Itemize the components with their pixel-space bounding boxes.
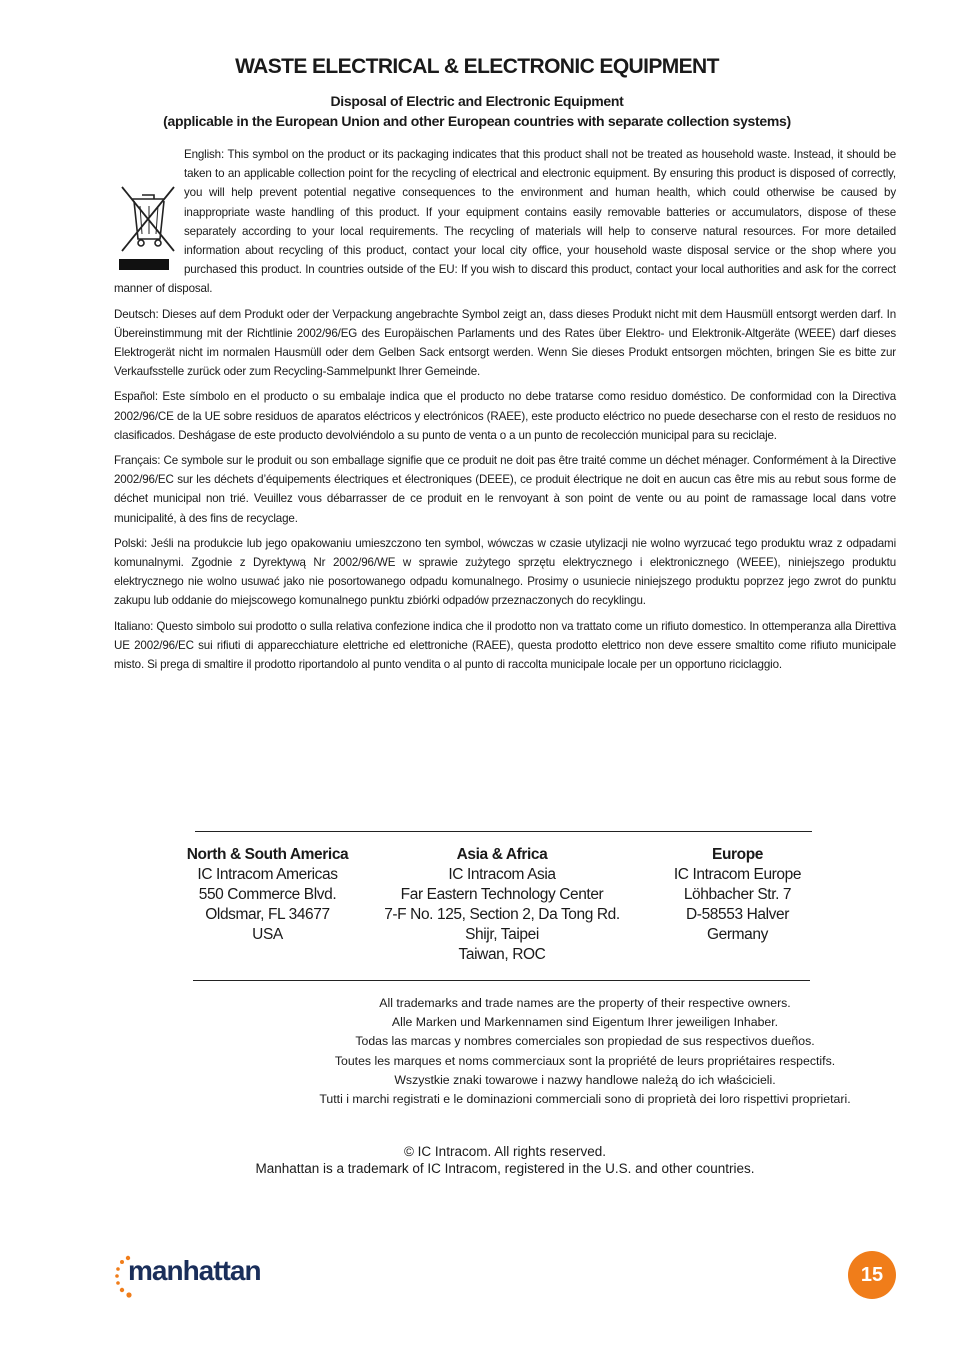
region-title: Europe bbox=[712, 846, 763, 863]
trademark-line: Wszystkie znaki towarowe i nazwy handlowe należą do ich właścicieli. bbox=[394, 1072, 776, 1087]
logo-wordmark: manhattan bbox=[128, 1255, 261, 1286]
trademarks-notice bbox=[180, 994, 954, 1109]
divider-bottom bbox=[193, 980, 810, 981]
address-line: 7-F No. 125, Section 2, Da Tong Rd. bbox=[384, 906, 620, 923]
contact-americas bbox=[170, 845, 365, 945]
paragraph-espanol: Español: Este símbolo en el producto o su embalaje indica que el producto no debe tratarse como residuo doméstico. De conformidad con la Directiva 2002/96/CE de la UE sobre residuos de aparatos eléctricos y electrónicos (RAEE), este producto eléctrico no puede desecharse con el resto de residuos no clasificados. Deshágase de este producto devolviéndolo a su punto de venta o a un punto de recolección municipal para su reciclaje. bbox=[114, 390, 896, 442]
address-line: USA bbox=[252, 926, 283, 943]
trademark-line: Tutti i marchi registrati e le dominazioni commerciali sono di proprietà dei loro rispettivi proprietari. bbox=[319, 1092, 851, 1107]
copyright-line: © IC Intracom. All rights reserved. bbox=[403, 1144, 606, 1159]
address-line: D-58553 Halver bbox=[686, 906, 789, 923]
manhattan-logo bbox=[114, 1252, 294, 1300]
address-line: Far Eastern Technology Center bbox=[400, 886, 604, 903]
address-line: Oldsmar, FL 34677 bbox=[205, 906, 330, 923]
divider-top bbox=[195, 831, 812, 832]
address-line: Löhbacher Str. 7 bbox=[683, 886, 792, 903]
address-line: Shijr, Taipei bbox=[465, 926, 539, 943]
region-title: North & South America bbox=[186, 846, 349, 863]
address-line: Taiwan, ROC bbox=[458, 946, 546, 963]
trademark-line: Alle Marken und Markennamen sind Eigentum Ihrer jeweiligen Inhaber. bbox=[391, 1015, 779, 1030]
page-title: WASTE ELECTRICAL & ELECTRONIC EQUIPMENT bbox=[235, 55, 719, 78]
trademark-statement: Manhattan is a trademark of IC Intracom, registered in the U.S. and other countries. bbox=[255, 1161, 755, 1176]
address-line: Germany bbox=[707, 926, 768, 943]
trademark-line: Toutes les marques et noms commerciaux sont la propriété de leurs propriétaires respectifs. bbox=[334, 1053, 836, 1068]
subtitle-line2: (applicable in the European Union and other European countries with separate collection systems) bbox=[163, 113, 791, 129]
language-paragraphs bbox=[114, 145, 896, 680]
trademark-line: Todas las marcas y nombres comerciales son propiedad de sus respectivos dueños. bbox=[355, 1034, 815, 1049]
subtitle-line1: Disposal of Electric and Electronic Equipment bbox=[330, 93, 624, 109]
address-line: IC Intracom Europe bbox=[673, 866, 802, 883]
paragraph-italiano: Italiano: Questo simbolo sui prodotto o sulla relativa confezione indica che il prodotto non va trattato come un rifiuto domestico. In ottemperanza alla Direttiva UE 2002/96/EC sui rifiuti di apparecchiature elettriche ed elettroniche (RAEE), questa prodotto elettrico non deve essere smaltito come rifiuto municipale misto. Si prega di smaltire il prodotto riportandolo al punto vendita o al punto di raccolta municipale locale per un opportuno riciclaggio. bbox=[114, 619, 896, 672]
paragraph-english bbox=[114, 145, 896, 299]
address-line: 550 Commerce Blvd. bbox=[198, 886, 337, 903]
copyright-notice bbox=[100, 1143, 910, 1177]
region-title: Asia & Africa bbox=[456, 846, 548, 863]
address-line: IC Intracom Asia bbox=[448, 866, 556, 883]
paragraph-english-text: English: This symbol on the product or its packaging indicates that this product shall not be treated as household waste. Instead, it should be taken to an applicable collection point for the recycling of electrical and electronic equipment. By ensuring this product is disposed of correctly, you will help prevent potential negative consequences to the environment and human health, which could otherwise be caused by inappropriate waste handling of this product. If your equipment contains easily removable batteries or accumulators, dispose of these separately according to your local requirements. The recycling of materials will help to conserve natural resources. For more detailed information about recycling of this product, contact your local city office, your household waste disposal service or the shop where you purchased this product. In countries outside of the EU: If you wish to discard this product, contact your local authorities and ask for the correct manner of disposal. bbox=[114, 148, 896, 296]
crossed-out-wheelie-bin-icon bbox=[114, 179, 182, 271]
contact-asia-africa bbox=[362, 845, 642, 965]
paragraph-francais: Français: Ce symbole sur le produit ou son emballage signifie que ce produit ne doit pas être traité comme un déchet ménager. Conformément à la Directive 2002/96/EC sur les déchets d’équipements électriques et électroniques (DEEE), ce produit électrique ne doit en aucun cas être mis au rebut sous forme de déchet municipal non trié. Veuillez vous débarrasser de ce produit en le renvoyant à son point de vente ou au point de ramassage local dans votre municipalité, à des fins de recyclage. bbox=[114, 454, 896, 525]
paragraph-deutsch: Deutsch: Dieses auf dem Produkt oder der Verpackung angebrachte Symbol zeigt an, dass dieses Produkt nicht mit dem Hausmüll entsorgt werden darf. In Übereinstimmung mit der Richtlinie 2002/96/EG des Europäischen Parlaments und des Rates über Elektro- und Elektronik-Altgeräte (WEEE) darf dieses Elektrogerät nicht im normalen Hausmüll oder dem Gelben Sack entsorgt werden. Wenn Sie dieses Produkt entsorgen möchten, bringen Sie es bitte zur Verkaufsstelle zurück oder zum Recycling-Sammelpunkt Ihrer Gemeinde. bbox=[114, 307, 896, 379]
address-line: IC Intracom Americas bbox=[197, 866, 338, 883]
paragraph-polski: Polski: Jeśli na produkcie lub jego opakowaniu umieszczono ten symbol, wówczas w czasie utylizacji nie wolno wyrzucać tego produktu wraz z odpadami komunalnymi. Zgodnie z Dyrektywą Nr 2002/96/WE w sprawie zużytego sprzętu elektrycznego i elektronicznego (WEEE), niniejszego produktu elektrycznego nie wolno usuwać jako nie posortowanego odpadu komunalnego. Prosimy o usuniecie niniejszego produktu poprzez jego zwrot do punktu zakupu lub oddanie do miejscowego komunalnego punktu zbiórki odpadów przeznaczonych do recyklingu. bbox=[114, 536, 896, 608]
trademark-line: All trademarks and trade names are the property of their respective owners. bbox=[379, 996, 791, 1010]
page-number-badge: 15 bbox=[848, 1251, 896, 1299]
contact-europe bbox=[640, 845, 835, 945]
